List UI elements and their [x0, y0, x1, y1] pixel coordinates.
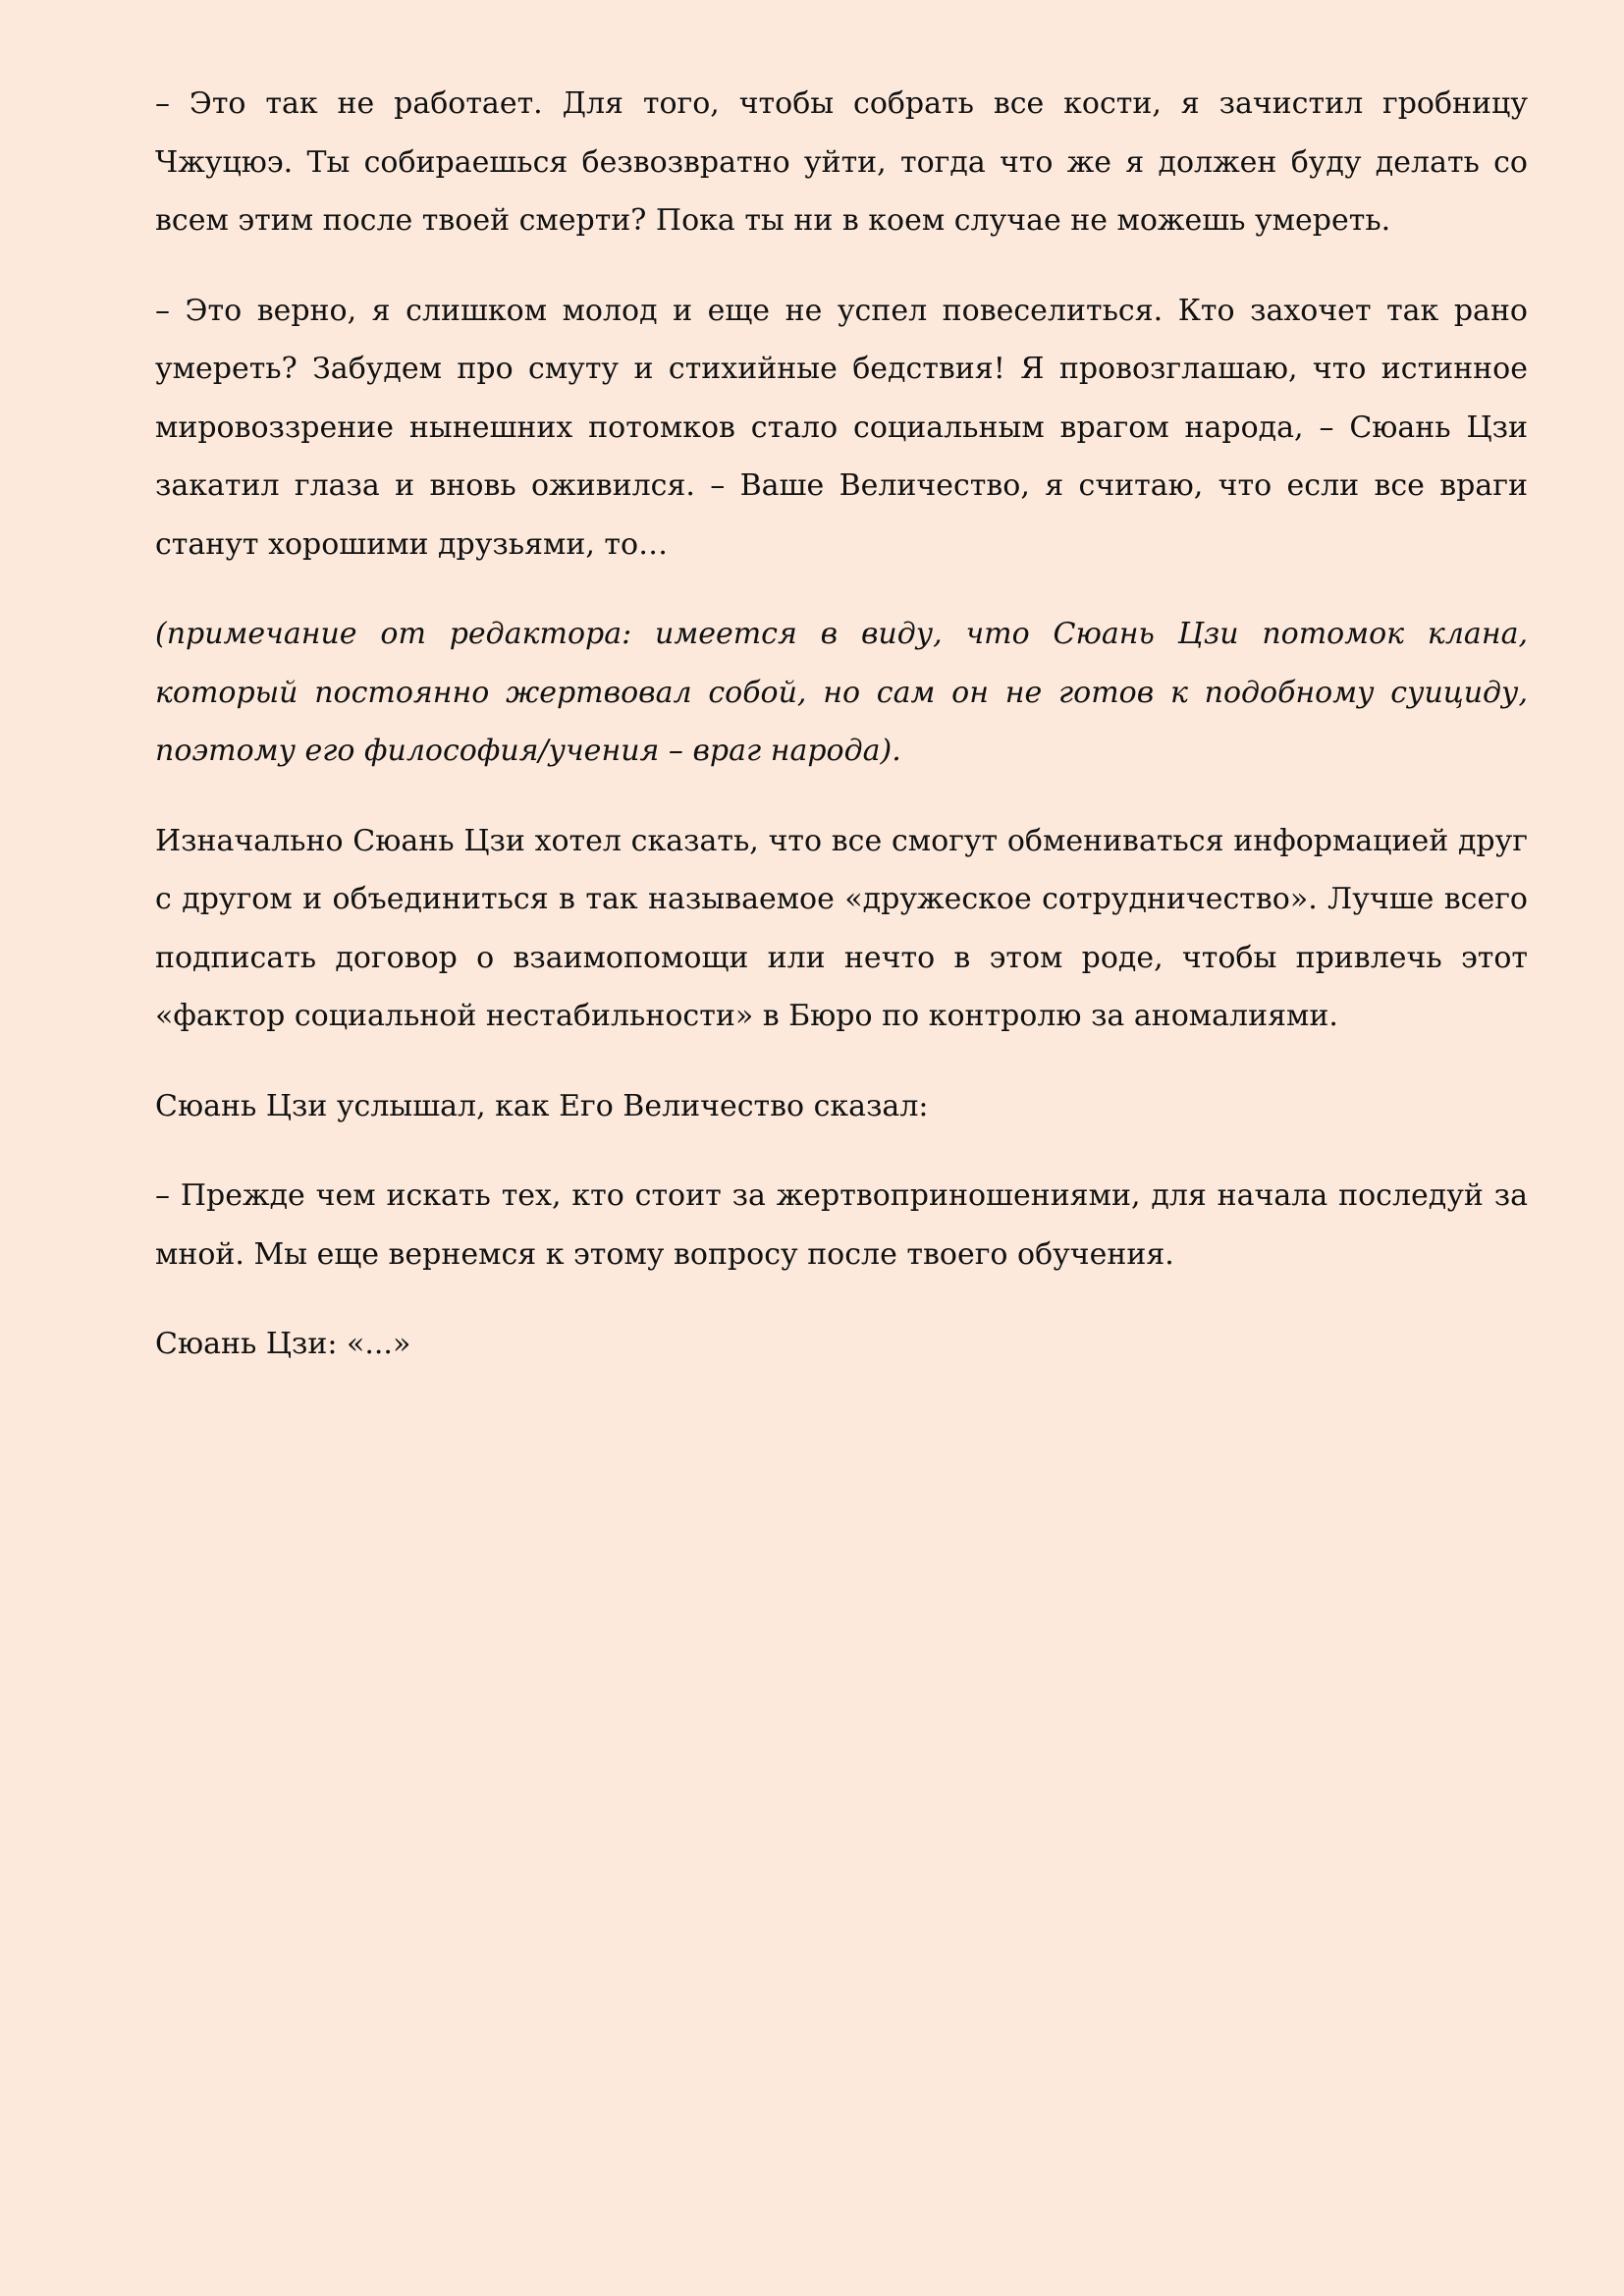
paragraph-majesty-said: Сюань Цзи услышал, как Его Величество сказал: [155, 1088, 929, 1123]
paragraph-cooperation: Изначально Сюань Цзи хотел сказать, что все смогут обмениваться информацией друг с другом и объединиться в так называемое «дружеское сотрудничество». Лучше всего подписать договор о взаимопомощи или нечто в этом роде, чтобы привлечь этот «фактор социальной нестабильности» в Бюро по контролю за аномалиями. [155, 823, 1528, 1033]
paragraph-bones-tomb: – Это так не работает. Для того, чтобы собрать все кости, я зачистил гробницу Чжуцюэ. Ты собираешься безвозвратно уйти, тогда что же я должен буду делать со всем этим после твоей смерти? Пока ты ни в коем случае не можешь умереть. [155, 86, 1528, 238]
document-page [155, 75, 1528, 1405]
paragraph-too-young: – Это верно, я слишком молод и еще не успел повеселиться. Кто захочет так рано умереть? Забудем про смуту и стихийные бедствия! Я провозглашаю, что истинное мировоззрение нынешних потомков стало социальным врагом народа, – Сюань Цзи закатил глаза и вновь оживился. – Ваше Величество, я считаю, что если все враги станут хорошими друзьями, то… [155, 293, 1528, 562]
paragraph-follow-me: – Прежде чем искать тех, кто стоит за жертвоприношениями, для начала последуй за мной. Мы еще вернемся к этому вопросу после твоего обучения. [155, 1178, 1528, 1272]
editor-note: (примечание от редактора: имеется в виду, что Сюань Цзи потомок клана, который постоянно жертвовал собой, но сам он не готов к подобному суициду, поэтому его философия/учения – враг народа). [155, 617, 1528, 768]
paragraph-speechless: Сюань Цзи: «...» [155, 1327, 411, 1361]
